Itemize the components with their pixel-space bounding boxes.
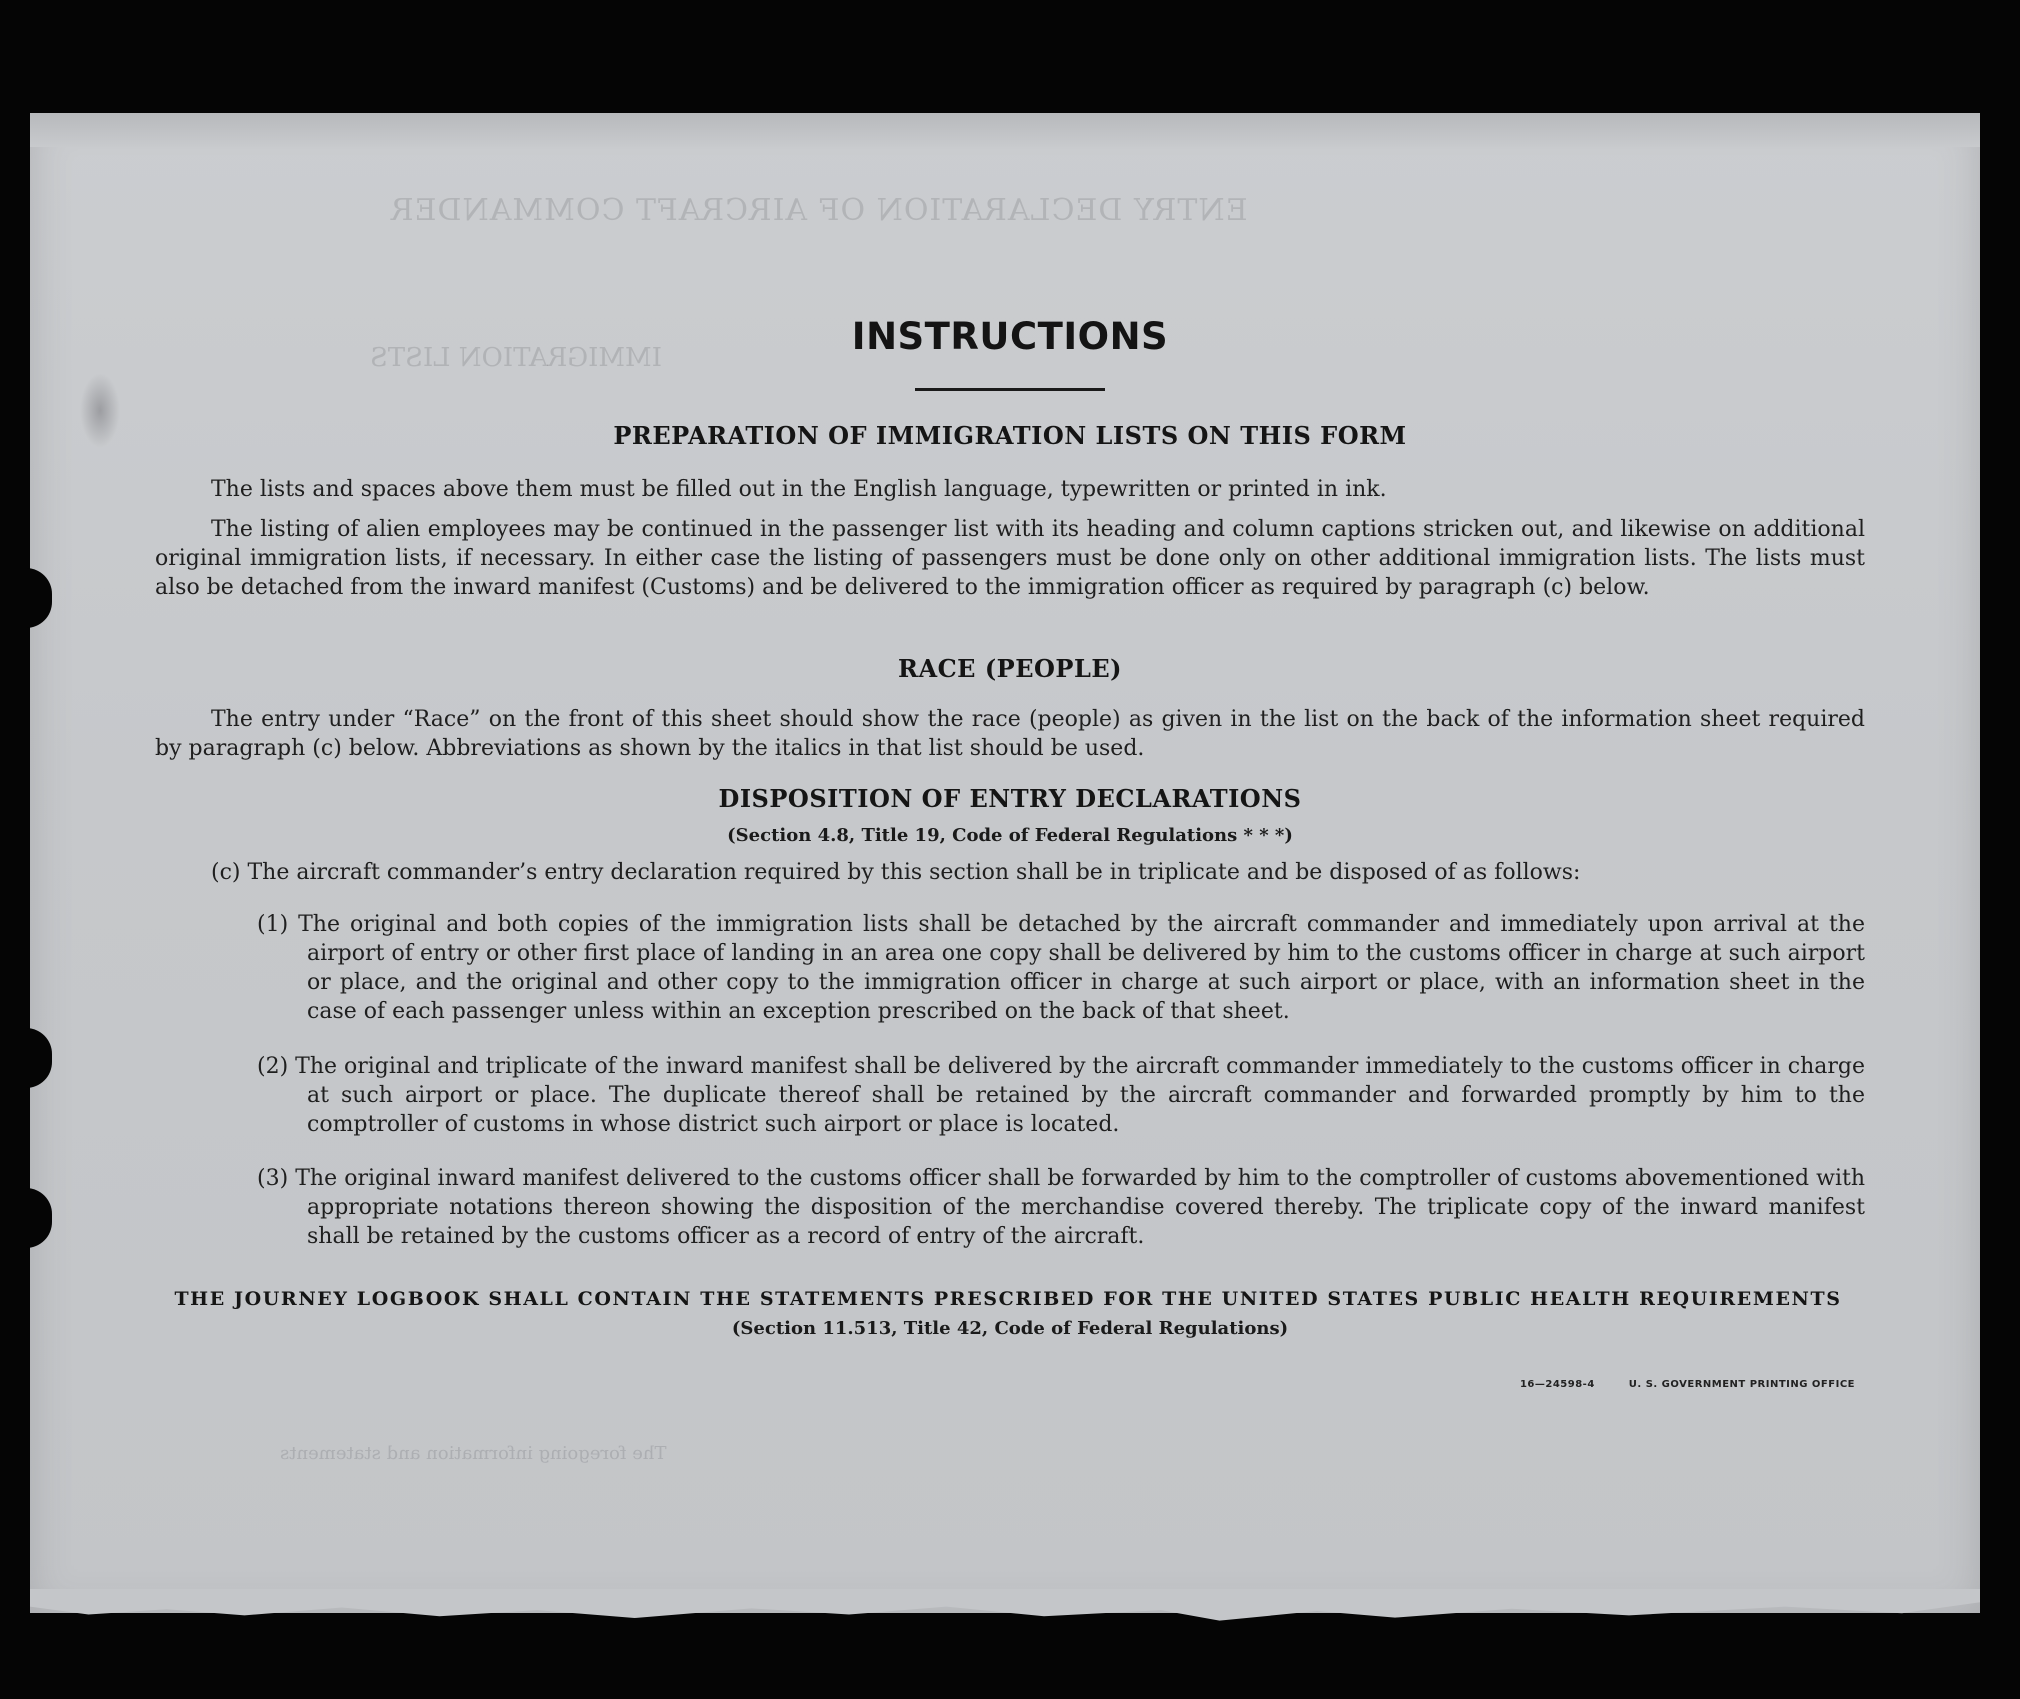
logbook-statement: THE JOURNEY LOGBOOK SHALL CONTAIN THE STATEMENTS PRESCRIBED FOR THE UNITED STATES PUBLIC HEALTH REQUIREMENTS: [174, 1288, 1842, 1310]
disposition-item-1: (1) The original and both copies of the immigration lists shall be detached by the aircraft commander and immediately upon arrival at the airport of entry or other first place of landing in an area one copy shall be delivered by him to the customs officer in charge at such airport or place, and the original and other copy to the immigration officer in charge at such airport or place, with an information sheet in the case of each passenger unless within an exception prescribed on the back of that sheet.: [257, 912, 1865, 1024]
form-number: 16—24598-4: [1519, 1379, 1595, 1390]
sheet-top-edge: [30, 113, 1980, 147]
race-heading: RACE (PEOPLE): [898, 654, 1122, 683]
punch-hole: [26, 568, 52, 628]
punch-hole: [26, 1188, 52, 1248]
preparation-heading: PREPARATION OF IMMIGRATION LISTS ON THIS FORM: [613, 421, 1407, 450]
preparation-paragraph-1: The lists and spaces above them must be filled out in the English language, typewritten or printed in ink.: [211, 477, 1387, 502]
page-title: INSTRUCTIONS: [851, 315, 1169, 358]
title-underline: [915, 388, 1105, 391]
disposition-intro: (c) The aircraft commander’s entry declaration required by this section shall be in triplicate and be disposed of as follows:: [211, 860, 1581, 885]
printer-name: U. S. GOVERNMENT PRINTING OFFICE: [1628, 1379, 1855, 1390]
preparation-paragraph-2: The listing of alien employees may be continued in the passenger list with its heading and column captions stricken out, and likewise on additional original immigration lists, if necessary. In either case the listing of passengers must be done only on other additional immigration lists. The lists must also be detached from the inward manifest (Customs) and be delivered to the immigration officer as required by paragraph (c) below.: [155, 517, 1865, 600]
disposition-item-2: (2) The original and triplicate of the inward manifest shall be delivered by the aircraft commander immediately to the customs officer in charge at such airport or place. The duplicate thereof shall be retained by the aircraft commander and forwarded promptly by him to the comptroller of customs in whose district such airport or place is located.: [257, 1054, 1865, 1137]
bleed-through-text: ENTRY DECLARATION OF AIRCRAFT COMMANDER: [390, 193, 1248, 228]
bleed-through-text: IMMIGRATION LISTS: [370, 343, 662, 373]
paper-stain: [80, 373, 120, 448]
race-paragraph: The entry under “Race” on the front of this sheet should show the race (people) as given in the list on the back of the information sheet required by paragraph (c) below. Abbreviations as shown by the italics in that list should be used.: [155, 707, 1865, 761]
punch-hole: [26, 1028, 52, 1088]
disposition-item-3: (3) The original inward manifest delivered to the customs officer shall be forwarded by him to the comptroller of customs abovementioned with appropriate notations thereon showing the disposition of the merchandise covered thereby. The triplicate copy of the inward manifest shall be retained by the customs officer as a record of entry of the aircraft.: [257, 1166, 1865, 1249]
disposition-reference: (Section 4.8, Title 19, Code of Federal Regulations * * *): [727, 825, 1293, 846]
document-sheet: [30, 113, 1980, 1613]
logbook-reference: (Section 11.513, Title 42, Code of Federal Regulations): [731, 1318, 1289, 1339]
printer-footer: [1520, 1379, 1855, 1390]
torn-bottom-edge: [30, 1589, 1980, 1633]
disposition-heading: DISPOSITION OF ENTRY DECLARATIONS: [718, 784, 1302, 813]
bleed-through-text: The foregoing information and statements: [280, 1443, 667, 1464]
